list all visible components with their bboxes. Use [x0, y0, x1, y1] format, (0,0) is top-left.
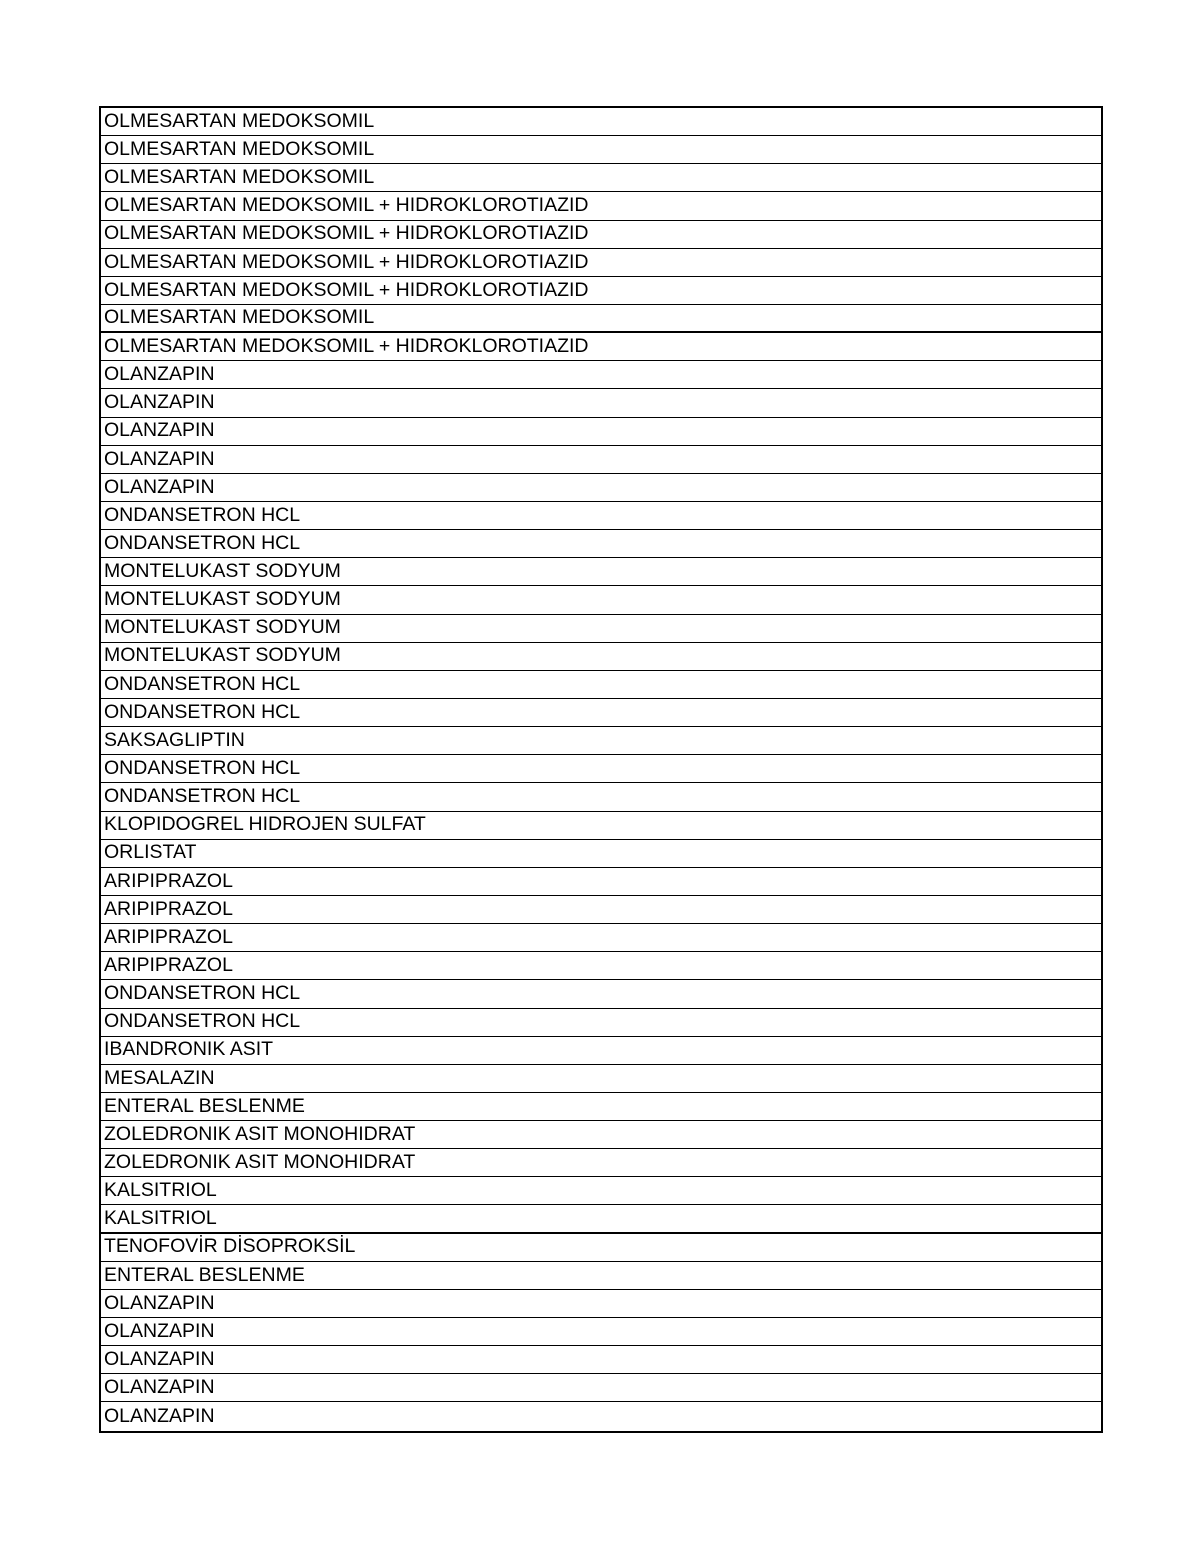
table-row: ARIPIPRAZOL: [101, 952, 1101, 980]
table-row: ARIPIPRAZOL: [101, 896, 1101, 924]
table-row: ONDANSETRON HCL: [101, 502, 1101, 530]
table-row: TENOFOVİR DİSOPROKSİL: [101, 1234, 1101, 1262]
table-row: OLMESARTAN MEDOKSOMIL: [101, 108, 1101, 136]
table-row: OLMESARTAN MEDOKSOMIL + HIDROKLOROTIAZID: [101, 221, 1101, 249]
table-row: ARIPIPRAZOL: [101, 924, 1101, 952]
table-row: OLANZAPIN: [101, 1374, 1101, 1402]
table-row: OLANZAPIN: [101, 418, 1101, 446]
drug-table: [99, 106, 1103, 1433]
table-row: MONTELUKAST SODYUM: [101, 615, 1101, 643]
table-row: KALSITRIOL: [101, 1177, 1101, 1205]
table-row: ENTERAL BESLENME: [101, 1262, 1101, 1290]
table-row: OLMESARTAN MEDOKSOMIL + HIDROKLOROTIAZID: [101, 277, 1101, 305]
table-row: ONDANSETRON HCL: [101, 671, 1101, 699]
table-row: MONTELUKAST SODYUM: [101, 643, 1101, 671]
table-row: ONDANSETRON HCL: [101, 755, 1101, 783]
table-row: MONTELUKAST SODYUM: [101, 558, 1101, 586]
table-row: OLANZAPIN: [101, 1318, 1101, 1346]
table-row: OLANZAPIN: [101, 1346, 1101, 1374]
table-row: OLANZAPIN: [101, 474, 1101, 502]
table-row: MONTELUKAST SODYUM: [101, 586, 1101, 614]
table-row: ONDANSETRON HCL: [101, 1009, 1101, 1037]
table-row: ONDANSETRON HCL: [101, 783, 1101, 811]
table-row: MESALAZIN: [101, 1065, 1101, 1093]
table-row: OLMESARTAN MEDOKSOMIL: [101, 164, 1101, 192]
table-row: ZOLEDRONIK ASIT MONOHIDRAT: [101, 1121, 1101, 1149]
table-row: OLANZAPIN: [104, 1404, 215, 1427]
table-row: ZOLEDRONIK ASIT MONOHIDRAT: [101, 1149, 1101, 1177]
table-row: IBANDRONIK ASIT: [101, 1037, 1101, 1065]
table-row: OLANZAPIN: [101, 1290, 1101, 1318]
table-row: SAKSAGLIPTIN: [101, 727, 1101, 755]
table-row: OLMESARTAN MEDOKSOMIL: [101, 136, 1101, 164]
table-row: ENTERAL BESLENME: [101, 1093, 1101, 1121]
table-row: ONDANSETRON HCL: [101, 699, 1101, 727]
table-row: ONDANSETRON HCL: [101, 980, 1101, 1008]
table-row: OLMESARTAN MEDOKSOMIL + HIDROKLOROTIAZID: [101, 192, 1101, 220]
table-row: KALSITRIOL: [101, 1205, 1101, 1233]
table-row: ORLISTAT: [101, 840, 1101, 868]
table-row: OLANZAPIN: [101, 389, 1101, 417]
table-row: OLMESARTAN MEDOKSOMIL: [101, 305, 1101, 333]
table-row: OLMESARTAN MEDOKSOMIL + HIDROKLOROTIAZID: [101, 333, 1101, 361]
table-row: ARIPIPRAZOL: [101, 868, 1101, 896]
table-row: OLMESARTAN MEDOKSOMIL + HIDROKLOROTIAZID: [101, 249, 1101, 277]
table-row: ONDANSETRON HCL: [101, 530, 1101, 558]
table-row: OLANZAPIN: [101, 446, 1101, 474]
table-row: OLANZAPIN: [101, 361, 1101, 389]
table-row: KLOPIDOGREL HIDROJEN SULFAT: [101, 812, 1101, 840]
